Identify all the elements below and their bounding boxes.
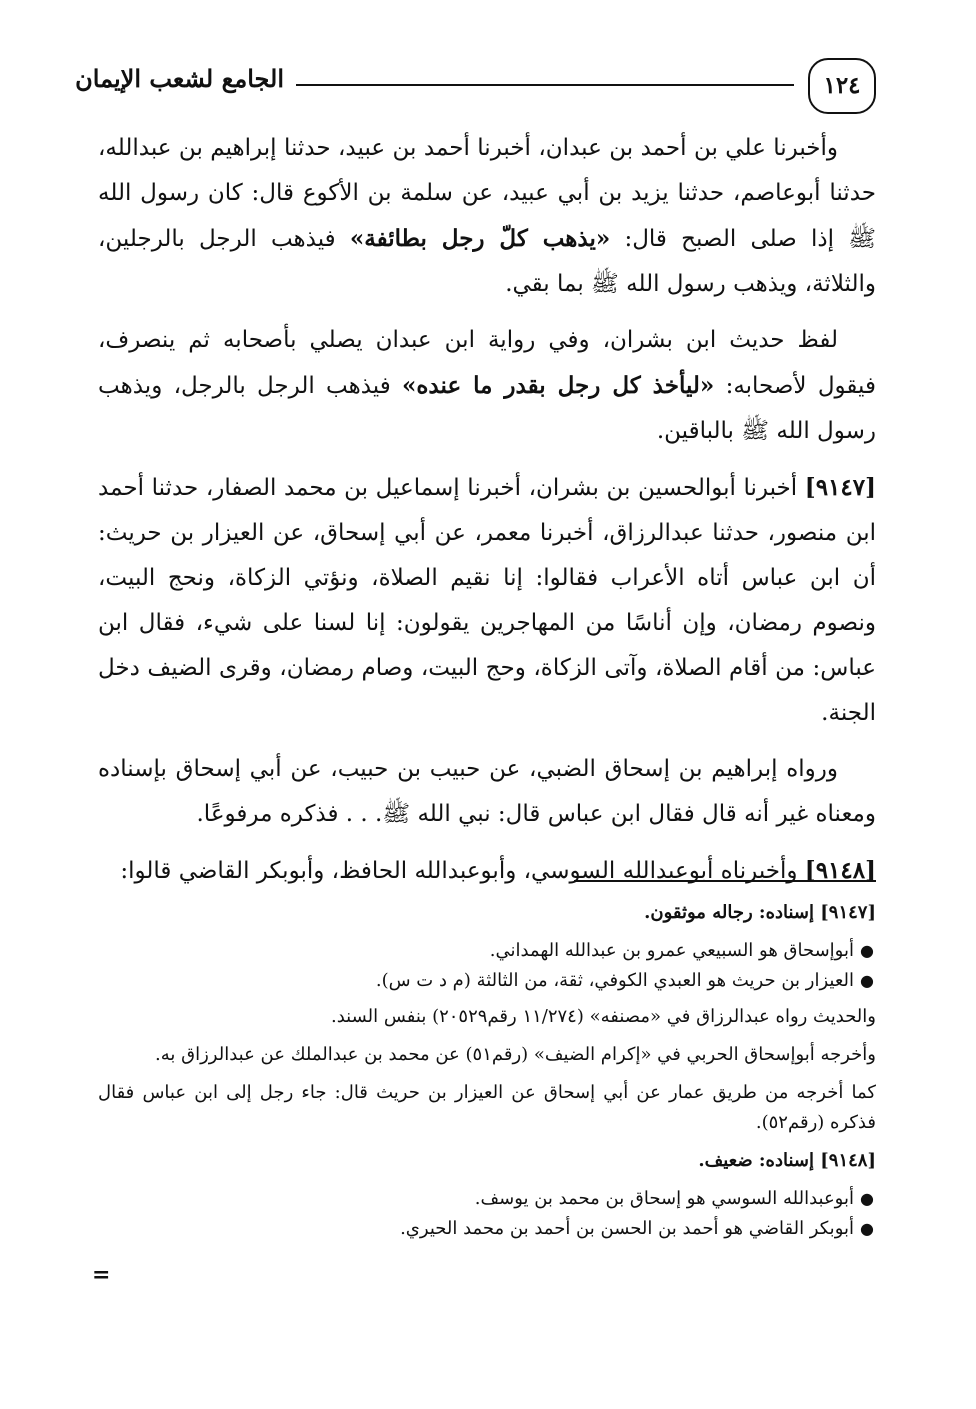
footnote-heading-9148: [٩١٤٨] إسناده: ضعيف. xyxy=(698,1150,876,1171)
bullet-icon: ● xyxy=(860,1189,874,1208)
paragraph-variant-wording xyxy=(98,318,876,454)
hadith-quote: «يذهب كلّ رجل بطائفة» xyxy=(349,225,611,252)
header-rule xyxy=(296,84,794,86)
footnote-item-text: العيزار بن حريث هو العبدي الكوفي، ثقة، من الثالثة (م د ت س). xyxy=(375,970,854,991)
footnote-heading-9147: [٩١٤٧] إسناده: رجاله موثقون. xyxy=(644,902,876,923)
footnote-list-9147 xyxy=(98,936,876,996)
paragraph-hadith-9148 xyxy=(98,848,876,894)
footnote-line: والحديث رواه عبدالرزاق في «مصنفه» (١١/٢٧٤ رقم٢٠٥٢٩) بنفس السند. xyxy=(330,1006,876,1027)
paragraph-text: فيذهب الرجل بالرجل، ويذهب رسول الله ﷺ بالباقين. xyxy=(98,373,876,444)
paragraph-text: أخبرنا أبوالحسين بن بشران، أخبرنا إسماعيل بن محمد الصفار، حدثنا أحمد ابن منصور، حدثنا عبدالرزاق، أخبرنا معمر، عن أبي إسحاق، عن العيزار بن حريث: أن ابن عباس أتاه الأعراب فقالوا: إنا نقيم الصلاة، ونؤتي الزكاة، ونحج البيت، ونصوم رمضان، وإن أناسًا من المهاجرين يقولون: إنا لسنا على شيء، فقال ابن عباس: من أقام الصلاة، وآتى الزكاة، وحج البيت، وصام رمضان، وقرى الضيف دخل الجنة. xyxy=(98,475,876,726)
footnote-separator xyxy=(574,880,876,882)
footnote-line: وأخرجه أبوإسحاق الحربي في «إكرام الضيف» (رقم٥١) عن محمد بن عبدالملك عن عبدالرزاق به. xyxy=(155,1044,876,1065)
paragraph-text: وأخبرنا علي بن أحمد بن عبدان، أخبرنا أحمد بن عبيد، حدثنا إبراهيم بن عبدالله، حدثنا أبوعاصم، حدثنا يزيد بن أبي عبيد، عن سلمة بن الأكوع قال: كان رسول الله ﷺ إذا صلى الصبح قال: xyxy=(98,135,876,252)
footnote-item-text: أبوعبدالله السوسي هو إسحاق بن محمد بن يوسف. xyxy=(474,1188,854,1209)
hadith-number: [٩١٤٨] xyxy=(804,857,876,884)
bullet-icon: ● xyxy=(860,941,874,960)
hadith-quote: «ليأخذ كل رجل بقدر ما عنده» xyxy=(402,372,715,399)
paragraph-riwayah xyxy=(98,747,876,837)
running-title: الجامع لشعب الإيمان xyxy=(75,64,284,93)
list-item xyxy=(98,1214,874,1244)
bullet-icon: ● xyxy=(860,1219,874,1238)
hadith-number: [٩١٤٧] xyxy=(804,474,876,501)
paragraph-hadith-9147 xyxy=(98,465,876,736)
footnote-list-9148 xyxy=(98,1184,876,1244)
footnotes xyxy=(98,898,876,1250)
main-text xyxy=(98,126,876,905)
footnote-line: كما أخرجه من طريق عمار عن أبي إسحاق عن العيزار بن حريث قال: جاء رجل إلى ابن عباس فقال فذكره (رقم٥٢). xyxy=(98,1082,876,1133)
footnote-item-text: أبوإسحاق هو السبيعي عمرو بن عبدالله الهمداني. xyxy=(489,940,854,961)
paragraph-text: لفظ حديث ابن بشران، وفي رواية ابن عبدان يصلي بأصحابه ثم ينصرف، فيقول لأصحابه: xyxy=(98,327,876,399)
paragraph-text: وأخبرناه أبوعبدالله السوسي، وأبوعبدالله الحافظ، وأبوبكر القاضي قالوا: xyxy=(120,858,805,884)
list-item xyxy=(98,966,874,996)
footnote-item-text: أبوبكر القاضي هو أحمد بن الحسن بن أحمد بن محمد الحيري. xyxy=(400,1218,854,1239)
paragraph-hadith-salamah xyxy=(98,126,876,307)
list-item xyxy=(98,936,874,966)
paragraph-text: ورواه إبراهيم بن إسحاق الضبي، عن حبيب بن حبيب، عن أبي إسحاق بإسناده ومعناه غير أنه قال فقال ابن عباس قال: نبي الله ﷺ. . . فذكره مرفوعًا. xyxy=(98,756,876,827)
paragraph-text: فيذهب الرجل بالرجلين، والثلاثة، ويذهب رسول الله ﷺ بما بقي. xyxy=(98,226,876,297)
page-header xyxy=(75,58,876,120)
list-item xyxy=(98,1184,874,1214)
continuation-mark: = xyxy=(92,1262,111,1288)
page-number: ١٢٤ xyxy=(808,58,876,114)
bullet-icon: ● xyxy=(860,971,874,990)
